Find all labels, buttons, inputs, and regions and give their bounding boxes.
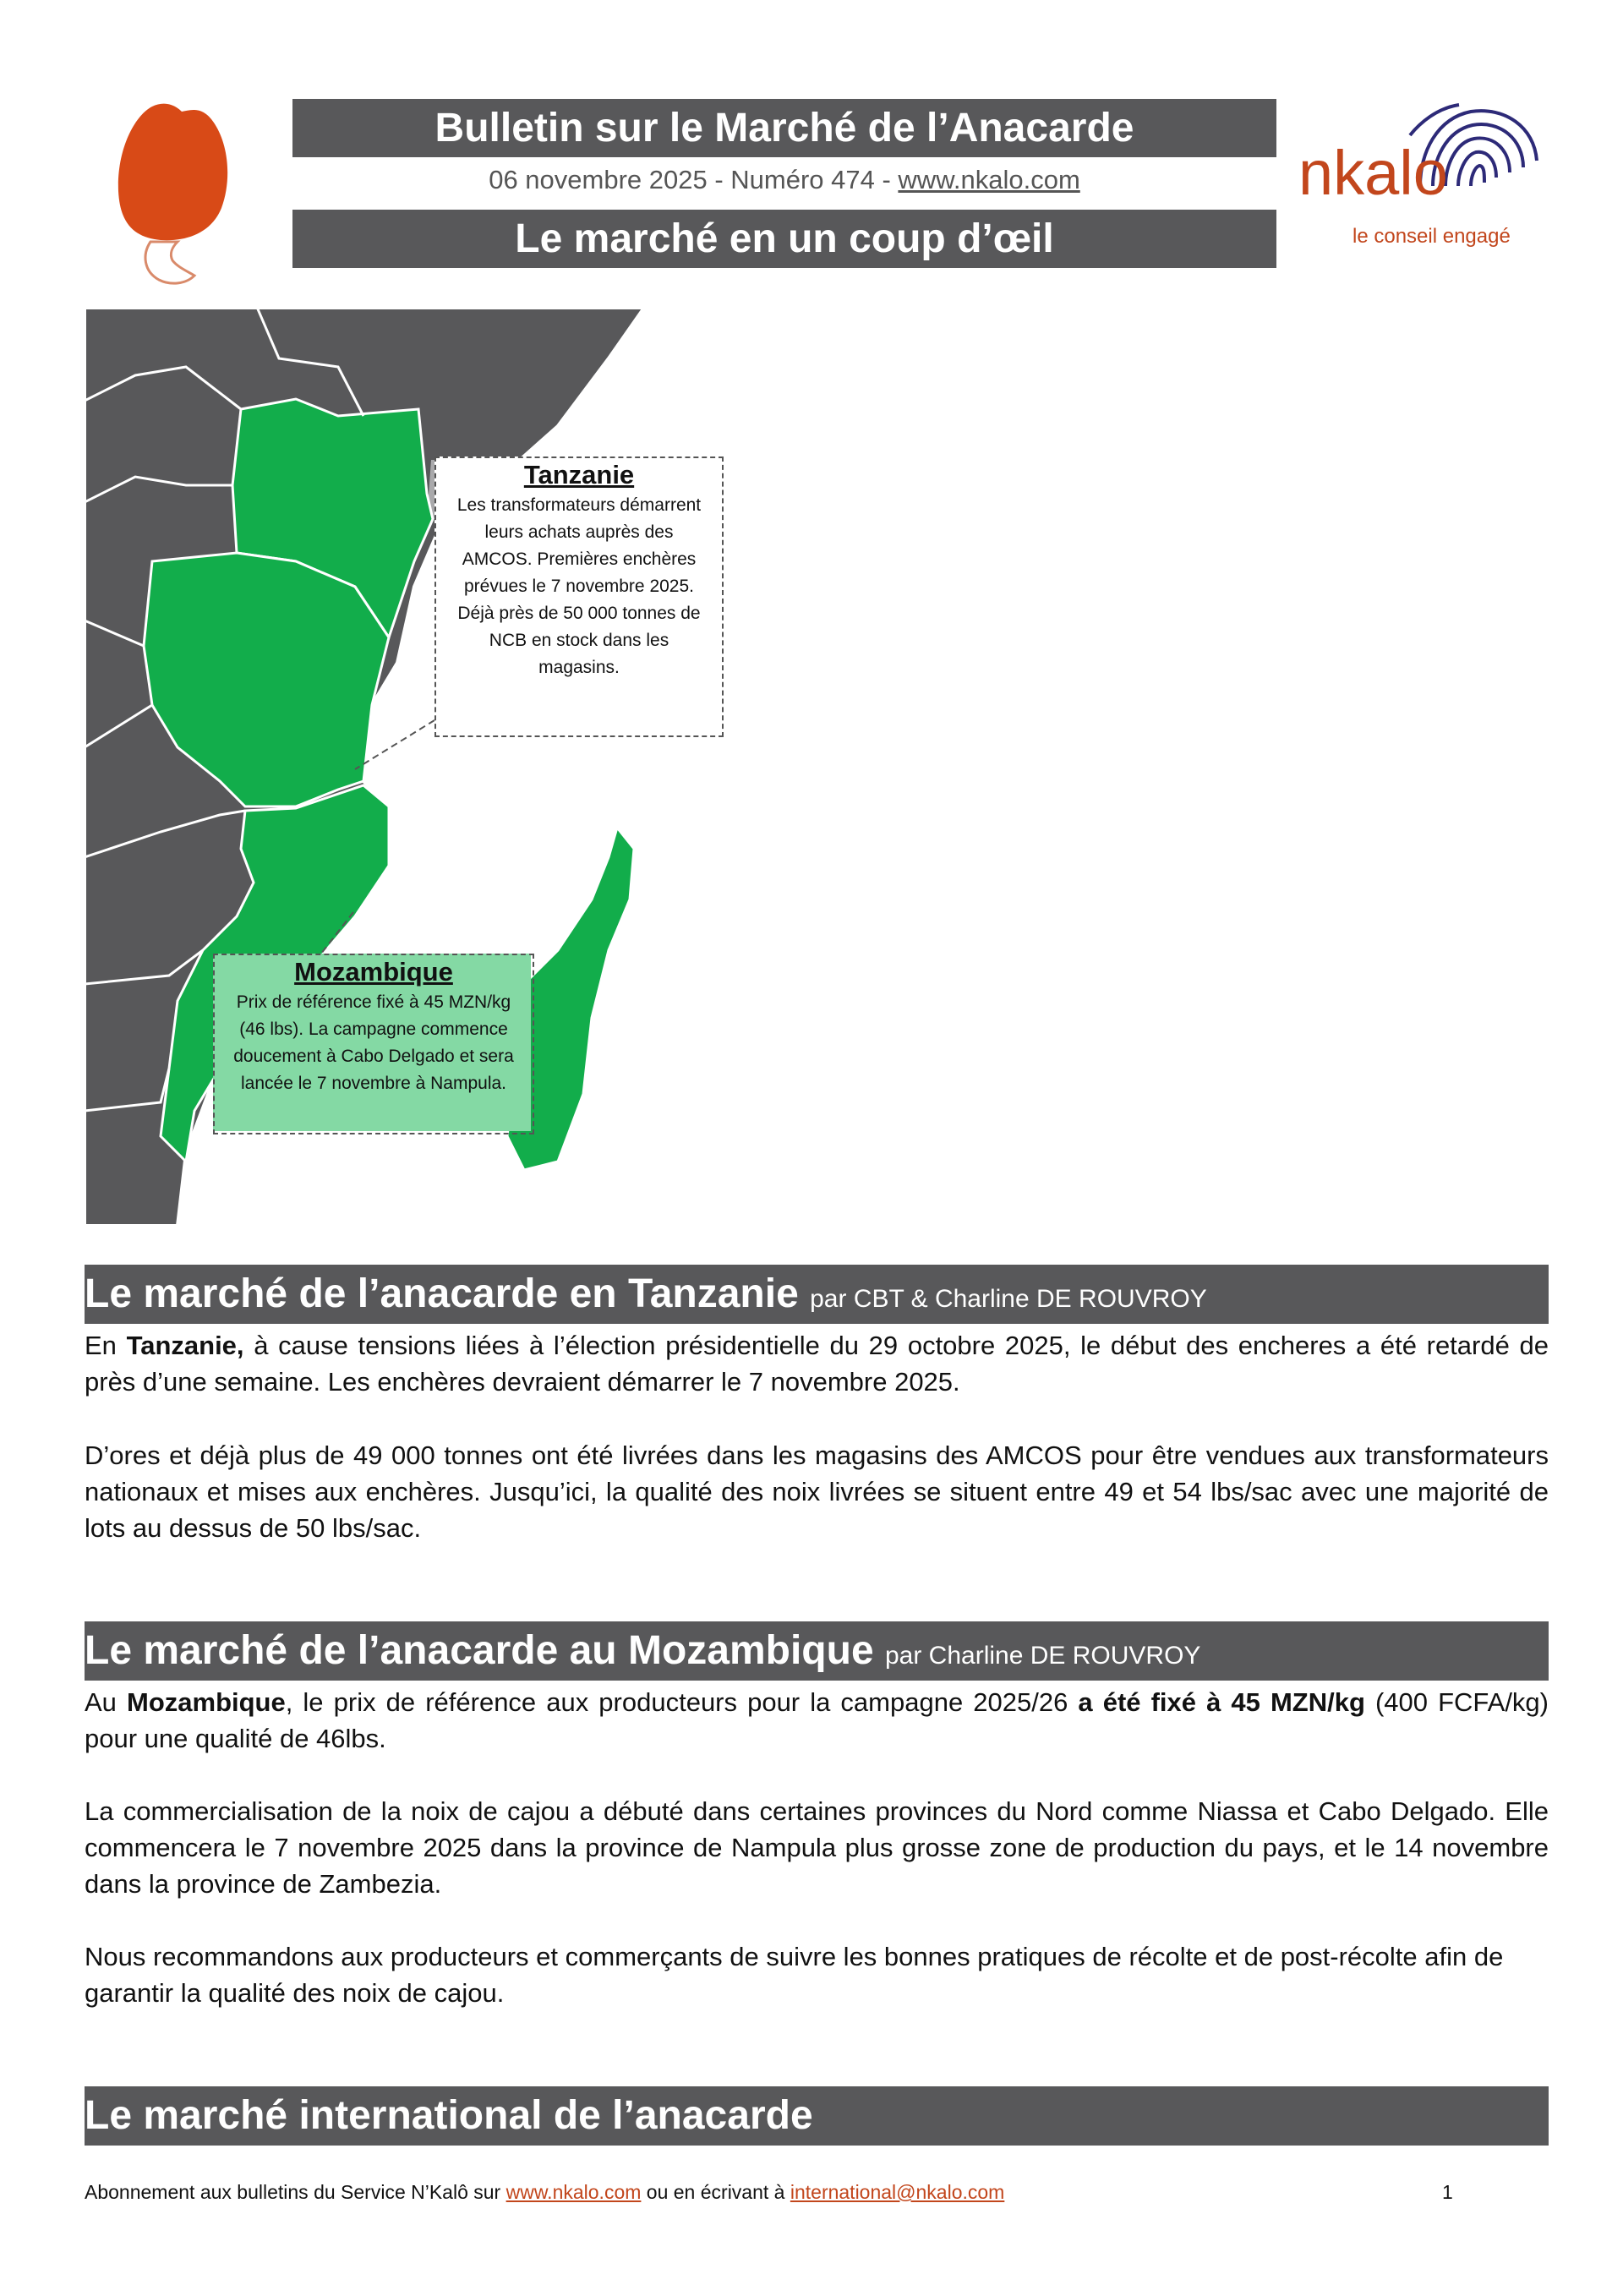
tanzania-callout-line: AMCOS. Premières enchères <box>462 549 697 569</box>
mozambique-paragraph-2: La commercialisation de la noix de cajou a débuté dans certaines provinces du Nord comme Niassa et Cabo Delgado. Elle commencera le 7 novembre 2025 dans la province de Nampula plus grosse zone de production du pays, et le 14 novembre dans la province de Zambezia. <box>85 1796 1549 1899</box>
bulletin-title: Bulletin sur le Marché de l’Anacarde <box>292 99 1276 157</box>
tanzania-callout-title: Tanzanie <box>523 460 635 489</box>
issue-info: 06 novembre 2025 - Numéro 474 - <box>489 165 899 194</box>
mozambique-callout-line: lancée le 7 novembre à Nampula. <box>240 1074 506 1093</box>
tanzania-callout-line: prévues le 7 novembre 2025. <box>463 577 694 596</box>
page-number: 1 <box>1442 2181 1453 2203</box>
footer-subscription <box>85 2181 1505 2204</box>
website-link[interactable]: www.nkalo.com <box>898 165 1080 194</box>
tanzania-callout-line: leurs achats auprès des <box>484 522 674 542</box>
mz-p1-bold-2: a été fixé à 45 MZN/kg <box>1078 1687 1365 1717</box>
tanzania-callout-line: Les transformateurs démarrent <box>456 495 702 515</box>
tz-p1-text-2: à cause tensions liées à l’élection présidentielle du 29 octobre 2025, le début des encheres a été retardé de près d’une semaine. Les enchères devraient démarrer le 7 novembre 2025. <box>85 1331 1549 1397</box>
section-mozambique-title: Le marché de l’anacarde au Mozambique <box>85 1628 874 1673</box>
mozambique-callout <box>213 954 534 1134</box>
mozambique-paragraph-3: Nous recommandons aux producteurs et commerçants de suivre les bonnes pratiques de récolte et de post-récolte afin de garantir la qualité des noix de cajou. <box>85 1942 1504 2008</box>
mz-p1-text-2: , le prix de référence aux producteurs pour la campagne 2025/26 <box>285 1687 1079 1717</box>
cashew-apple-shape <box>118 104 227 241</box>
section-tanzania-title: Le marché de l’anacarde en Tanzanie <box>85 1271 799 1316</box>
section-mozambique-header <box>85 1621 1549 1681</box>
section-international-title: Le marché international de l’anacarde <box>85 2093 813 2138</box>
tz-p1-bold: Tanzanie, <box>126 1331 244 1360</box>
brand-tagline: le conseil engagé <box>1352 225 1511 248</box>
tanzania-callout-line: magasins. <box>538 658 620 677</box>
mozambique-callout-line: Prix de référence fixé à 45 MZN/kg <box>236 992 511 1012</box>
tanzania-callout <box>434 456 724 737</box>
mozambique-callout-title: Mozambique <box>294 957 453 987</box>
tanzania-paragraph-2: D’ores et déjà plus de 49 000 tonnes ont été livrées dans les magasins des AMCOS pour être vendues aux transformateurs nationaux et mises aux enchères. Jusqu’ici, la qualité des noix livrées se situent entre 49 et 54 lbs/sac avec une majorité de lots au dessus de 50 lbs/sac. <box>85 1440 1549 1543</box>
section-international-header <box>85 2086 1549 2146</box>
section-tanzania-header <box>85 1265 1549 1324</box>
tanzania-callout-line: NCB en stock dans les <box>489 631 669 650</box>
cashew-nut-shape <box>145 242 194 283</box>
footer-text: Abonnement aux bulletins du Service N’Kalô sur <box>85 2181 506 2203</box>
cashew-logo <box>110 98 245 292</box>
footer-website-link[interactable]: www.nkalo.com <box>505 2181 642 2203</box>
tanzania-paragraph-1 <box>85 1327 1549 1400</box>
mz-p1-text: Au <box>85 1687 127 1717</box>
tz-p1-text: En <box>85 1331 127 1360</box>
mozambique-paragraph-1 <box>85 1684 1549 1757</box>
mz-p1-text-3: (400 FCFA/kg) pour une qualité de 46lbs. <box>85 1687 1549 1753</box>
mozambique-callout-line: doucement à Cabo Delgado et sera <box>233 1047 514 1066</box>
footer-email-link[interactable]: international@nkalo.com <box>790 2181 1005 2203</box>
section-mozambique-byline: par Charline DE ROUVROY <box>884 1642 1201 1670</box>
nkalo-wordmark: nkalo <box>1298 138 1448 208</box>
section-tanzania-byline: par CBT & Charline DE ROUVROY <box>810 1285 1207 1313</box>
bulletin-subtitle <box>292 161 1276 200</box>
mozambique-callout-line: (46 lbs). La campagne commence <box>239 1020 508 1039</box>
footer-text-2: ou en écrivant à <box>641 2181 790 2203</box>
mz-p1-bold: Mozambique <box>127 1687 286 1717</box>
tanzania-callout-line: Déjà près de 50 000 tonnes de <box>457 604 701 623</box>
glance-title: Le marché en un coup d’œil <box>292 210 1276 268</box>
